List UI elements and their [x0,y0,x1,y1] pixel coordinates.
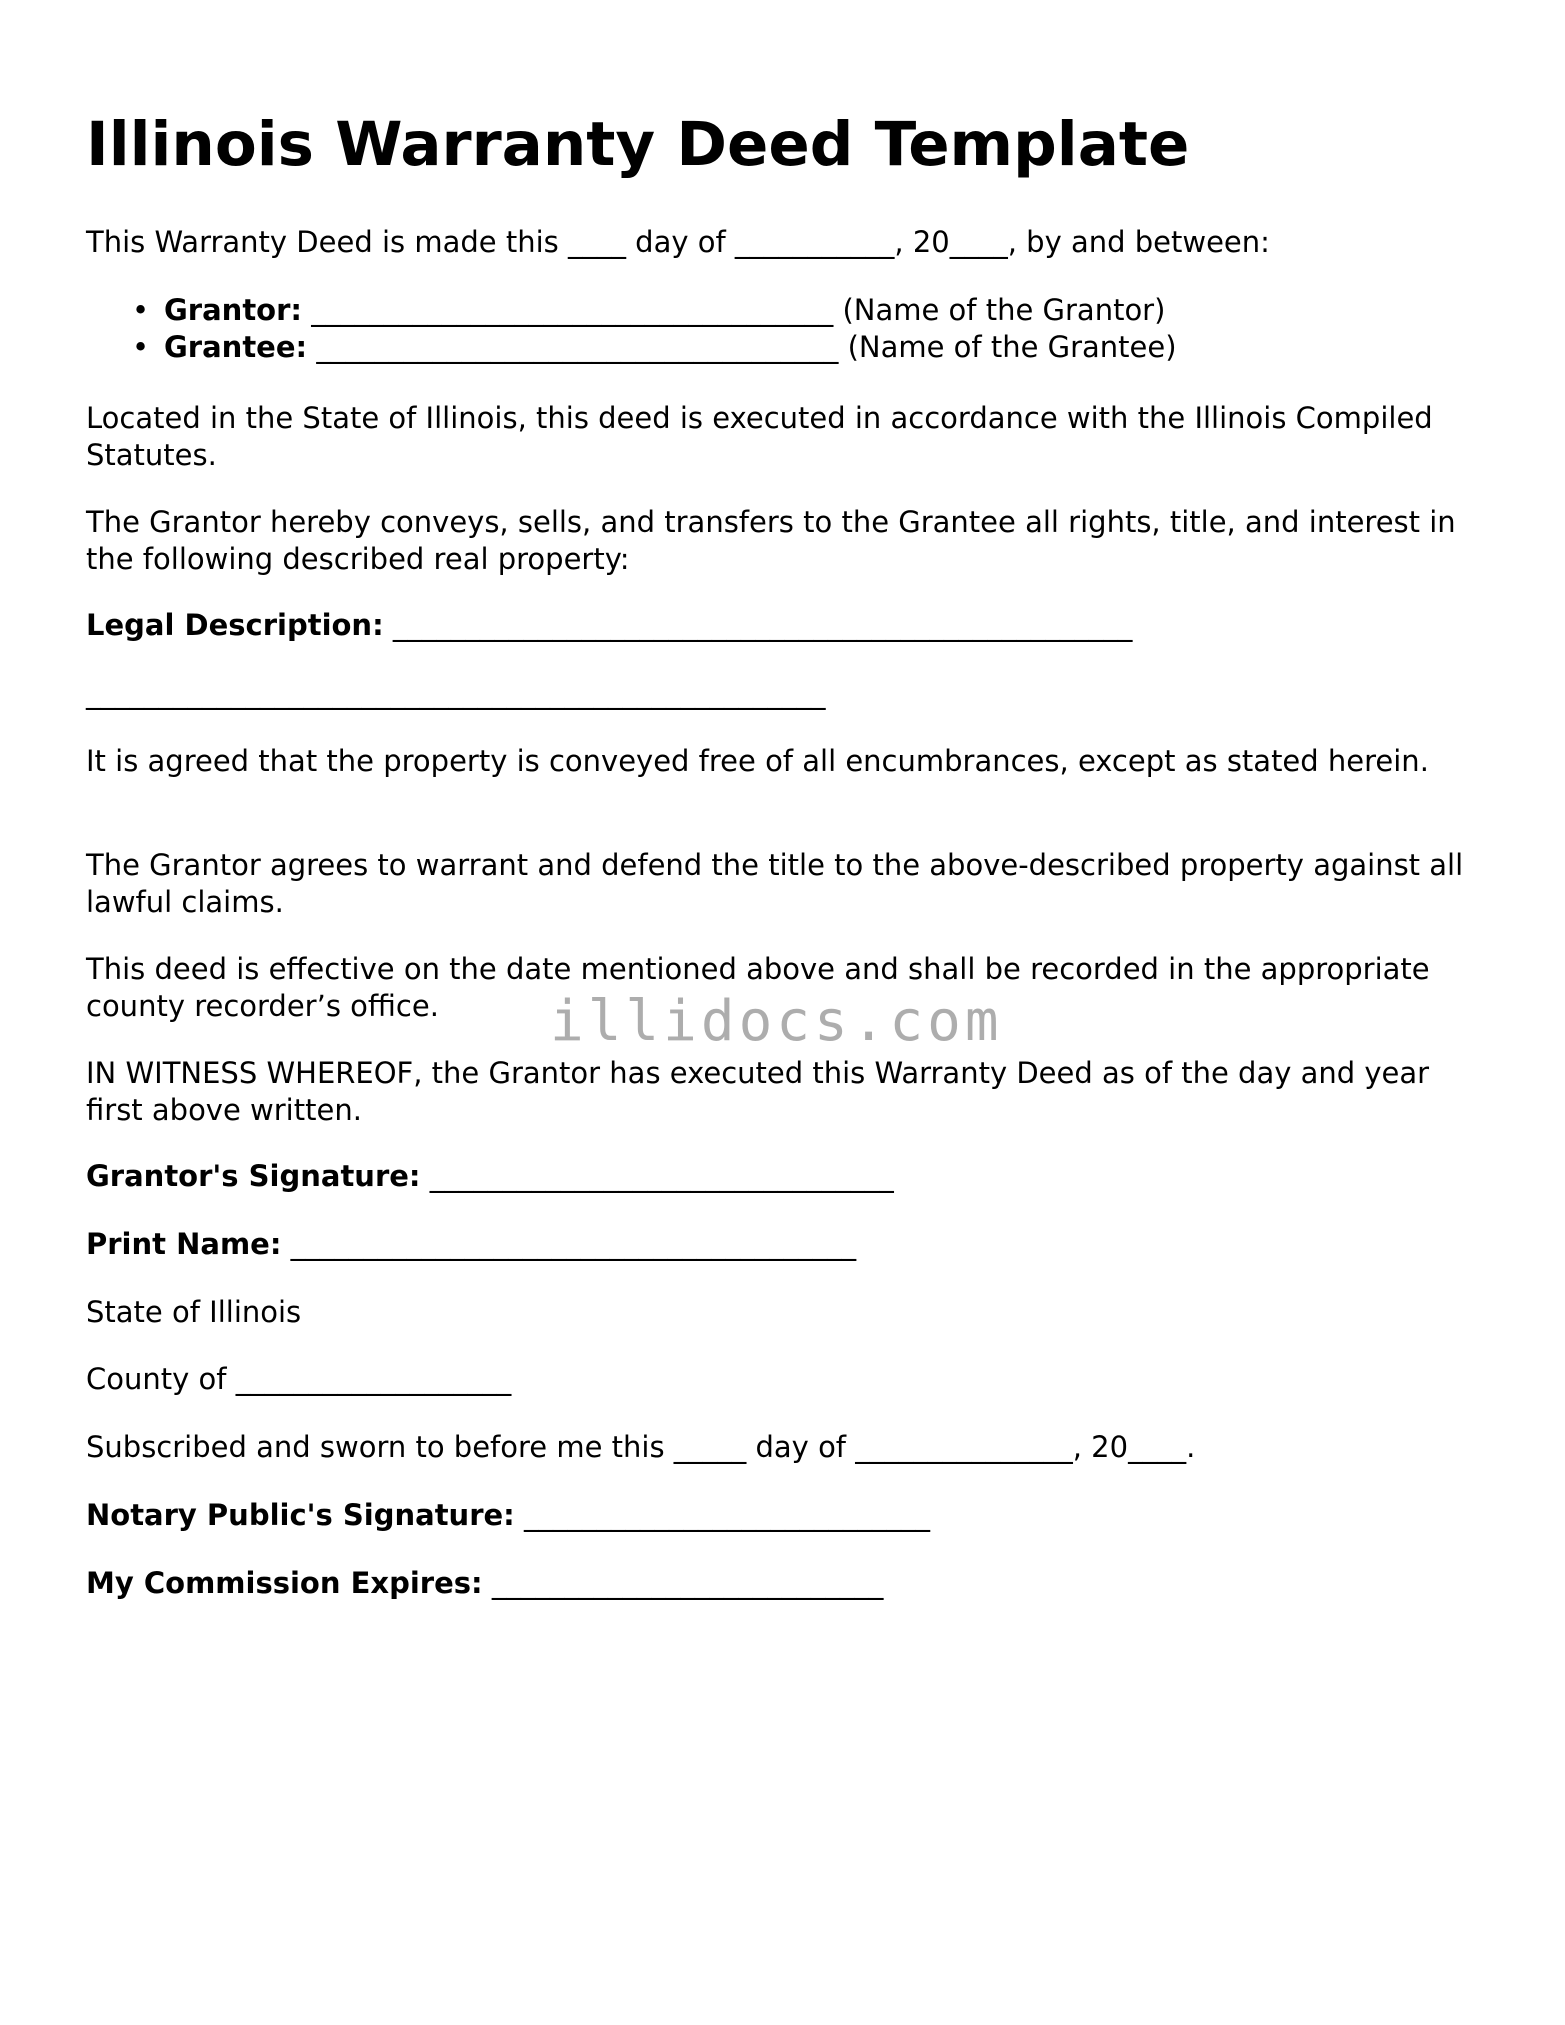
grantor-name-field[interactable]: ____________________________________ [311,293,834,327]
county-field[interactable]: ___________________ [235,1362,512,1396]
grantor-label: Grantor: [164,293,303,327]
list-item-grantor [86,292,1177,329]
grantee-label: Grantee: [164,330,308,364]
warranty-paragraph: The Grantor agrees to warrant and defend the title to the above-described property against all lawful claims. [86,848,1464,919]
encumbrances-paragraph: It is agreed that the property is conveyed free of all encumbrances, except as stated herein. [86,744,1429,778]
notary-signature-line [86,1497,1486,1534]
commission-expires-label: My Commission Expires: [86,1566,483,1600]
bullet-icon: • [132,330,150,364]
grantor-signature-line [86,1158,1486,1195]
grantor-signature-field[interactable]: ________________________________ [429,1159,894,1193]
state-text: State of Illinois [86,1295,302,1329]
legal-description-field-line-2[interactable]: ___________________________________________________ [86,676,826,710]
legal-description-label: Legal Description: [86,608,384,642]
legal-description-field[interactable]: ___________________________________________________ [392,608,1133,642]
notary-signature-label: Notary Public's Signature: [86,1498,515,1532]
print-name-line [86,1226,1486,1263]
grantor-note: (Name of the Grantor) [842,293,1166,327]
witness-paragraph: IN WITNESS WHEREOF, the Grantor has executed this Warranty Deed as of the day and year first above written. [86,1056,1430,1127]
list-item-grantee [86,329,1177,366]
effective-paragraph: This deed is effective on the date mentioned above and shall be recorded in the appropriate county recorder’s office. [86,952,1430,1023]
sworn-text: Subscribed and sworn to before me this _____ day of _______________, 20____. [86,1430,1196,1464]
grantor-signature-label: Grantor's Signature: [86,1159,421,1193]
county-line [86,1361,1486,1398]
legal-description-line [86,607,1486,644]
page-title: Illinois Warranty Deed Template [86,109,1190,180]
intro-text: This Warranty Deed is made this ____ day of ___________, 20____, by and between: [86,225,1270,259]
parties-list [86,292,1177,366]
bullet-icon: • [132,293,150,327]
watermark: illidocs.com [550,989,1003,1054]
print-name-label: Print Name: [86,1227,282,1261]
county-label: County of [86,1362,227,1396]
location-paragraph: Located in the State of Illinois, this deed is executed in accordance with the Illinois Compiled Statutes. [86,401,1433,472]
commission-expires-line [86,1565,1486,1602]
grantee-name-field[interactable]: ____________________________________ [316,330,839,364]
grantee-note: (Name of the Grantee) [847,330,1177,364]
commission-expires-field[interactable]: ___________________________ [491,1566,884,1600]
conveyance-paragraph: The Grantor hereby conveys, sells, and transfers to the Grantee all rights, title, and interest in the following described real property: [86,505,1456,576]
print-name-field[interactable]: _______________________________________ [290,1227,857,1261]
notary-signature-field[interactable]: ____________________________ [524,1498,930,1532]
